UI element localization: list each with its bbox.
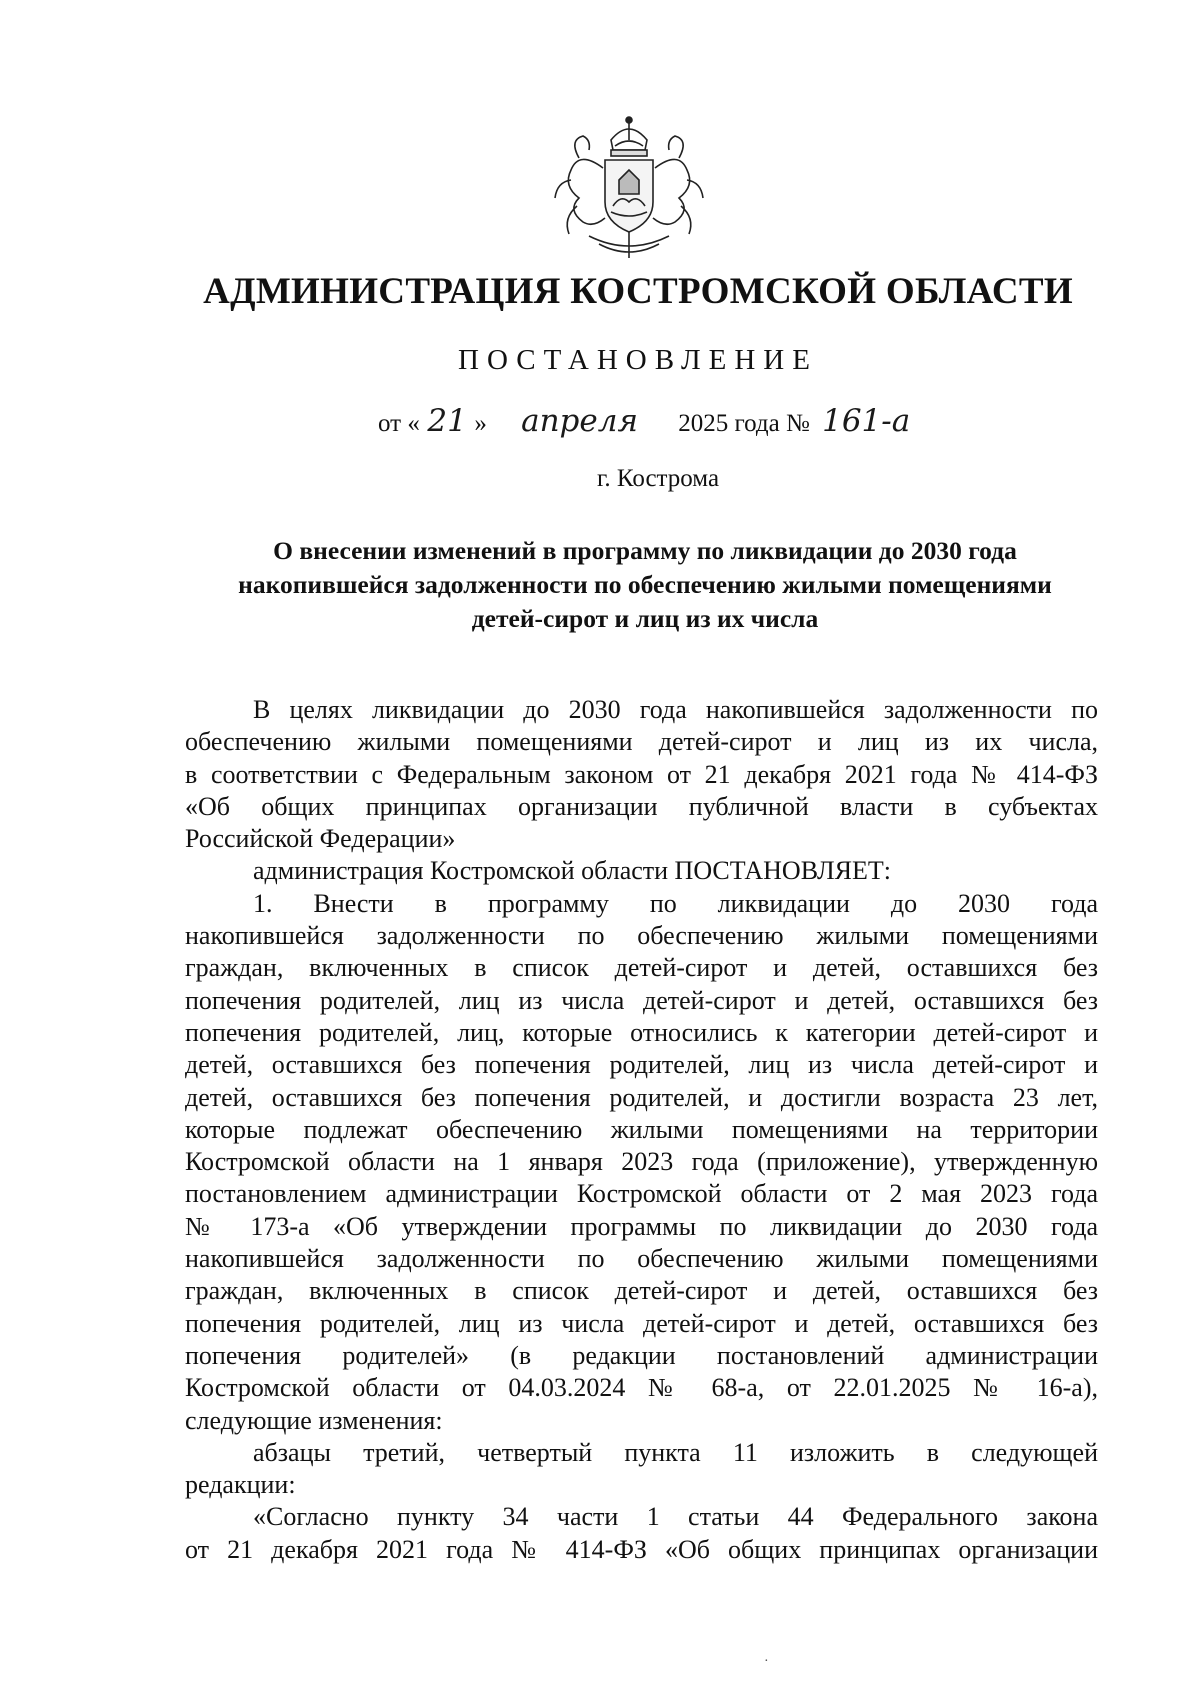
- title-line: накопившейся задолженности по обеспечению жилыми помещениями: [238, 570, 1052, 599]
- body-line: Костромской области на 1 января 2023 года (приложение), утвержденную: [185, 1147, 1098, 1177]
- body-line: попечения родителей, лиц из числа детей-сирот и детей, оставшихся без: [185, 1308, 1098, 1338]
- body-line: обеспечению жилыми помещениями детей-сирот и лиц из их числа,: [185, 727, 1098, 757]
- body-line: накопившейся задолженности по обеспечению жилыми помещениями: [185, 1244, 1098, 1274]
- body-line: В целях ликвидации до 2030 года накопившейся задолженности по: [253, 695, 1098, 724]
- body-line: абзацы третий, четвертый пункта 11 изложить в следующей: [253, 1437, 1098, 1467]
- body-line: попечения родителей» (в редакции постановлений администрации: [185, 1340, 1098, 1370]
- body-line: № 173-а «Об утверждении программы по ликвидации до 2030 года: [185, 1211, 1098, 1241]
- body-line: которые подлежат обеспечению жилыми помещениями на территории: [185, 1114, 1098, 1144]
- document-number-handwritten: 161-а: [822, 403, 911, 439]
- date-month-handwritten: апреля: [521, 403, 639, 439]
- date-mid: »: [474, 410, 487, 437]
- body-line: детей, оставшихся без попечения родителей, лиц из числа детей-сирот и: [185, 1050, 1098, 1080]
- body-line: граждан, включенных в список детей-сирот и детей, оставшихся без: [185, 953, 1098, 983]
- body-line: от 21 декабря 2021 года № 414-ФЗ «Об общих принципах организации: [185, 1534, 1098, 1564]
- body-line: «Согласно пункту 34 части 1 статьи 44 Федерального закона: [253, 1502, 1098, 1532]
- document-title: [185, 534, 1105, 636]
- body-line: редакции:: [185, 1470, 296, 1500]
- date-prefix: от «: [378, 410, 420, 437]
- body-line: Костромской области от 04.03.2024 № 68-а, от 22.01.2025 № 16-а),: [185, 1373, 1098, 1403]
- body-line: детей, оставшихся без попечения родителей, и достигли возраста 23 лет,: [185, 1082, 1098, 1112]
- body-line: постановлением администрации Костромской области от 2 мая 2023 года: [185, 1179, 1098, 1209]
- body-line: следующие изменения:: [185, 1405, 443, 1435]
- title-line: детей-сирот и лиц из их числа: [471, 604, 819, 633]
- date-day-handwritten: 21: [427, 403, 467, 439]
- city: г. Кострома: [596, 465, 720, 492]
- date-year: 2025 года №: [678, 410, 810, 437]
- document-body: [185, 694, 1098, 1566]
- body-line: 1. Внести в программу по ликвидации до 2030 года: [253, 888, 1098, 918]
- coat-of-arms-emblem: [549, 110, 709, 266]
- body-line: администрация Костромской области ПОСТАНОВЛЯЕТ:: [253, 856, 892, 886]
- date-line: [378, 403, 910, 439]
- body-line: «Об общих принципах организации публичной власти в субъектах: [185, 791, 1098, 821]
- body-line: накопившейся задолженности по обеспечению жилыми помещениями: [185, 921, 1098, 951]
- body-line: попечения родителей, лиц, которые относились к категории детей-сирот и: [185, 1017, 1098, 1047]
- organization-name: АДМИНИСТРАЦИЯ КОСТРОМСКОЙ ОБЛАСТИ: [203, 271, 1073, 312]
- body-line: Российской Федерации»: [185, 824, 456, 854]
- body-line: граждан, включенных в список детей-сирот и детей, оставшихся без: [185, 1276, 1098, 1306]
- body-line: в соответствии с Федеральным законом от 21 декабря 2021 года № 414-ФЗ: [185, 759, 1098, 789]
- title-line: О внесении изменений в программу по ликвидации до 2030 года: [273, 536, 1017, 565]
- scan-mark: ·: [764, 1654, 769, 1669]
- body-line: попечения родителей, лиц из числа детей-сирот и детей, оставшихся без: [185, 985, 1098, 1015]
- document-type: ПОСТАНОВЛЕНИЕ: [458, 344, 818, 376]
